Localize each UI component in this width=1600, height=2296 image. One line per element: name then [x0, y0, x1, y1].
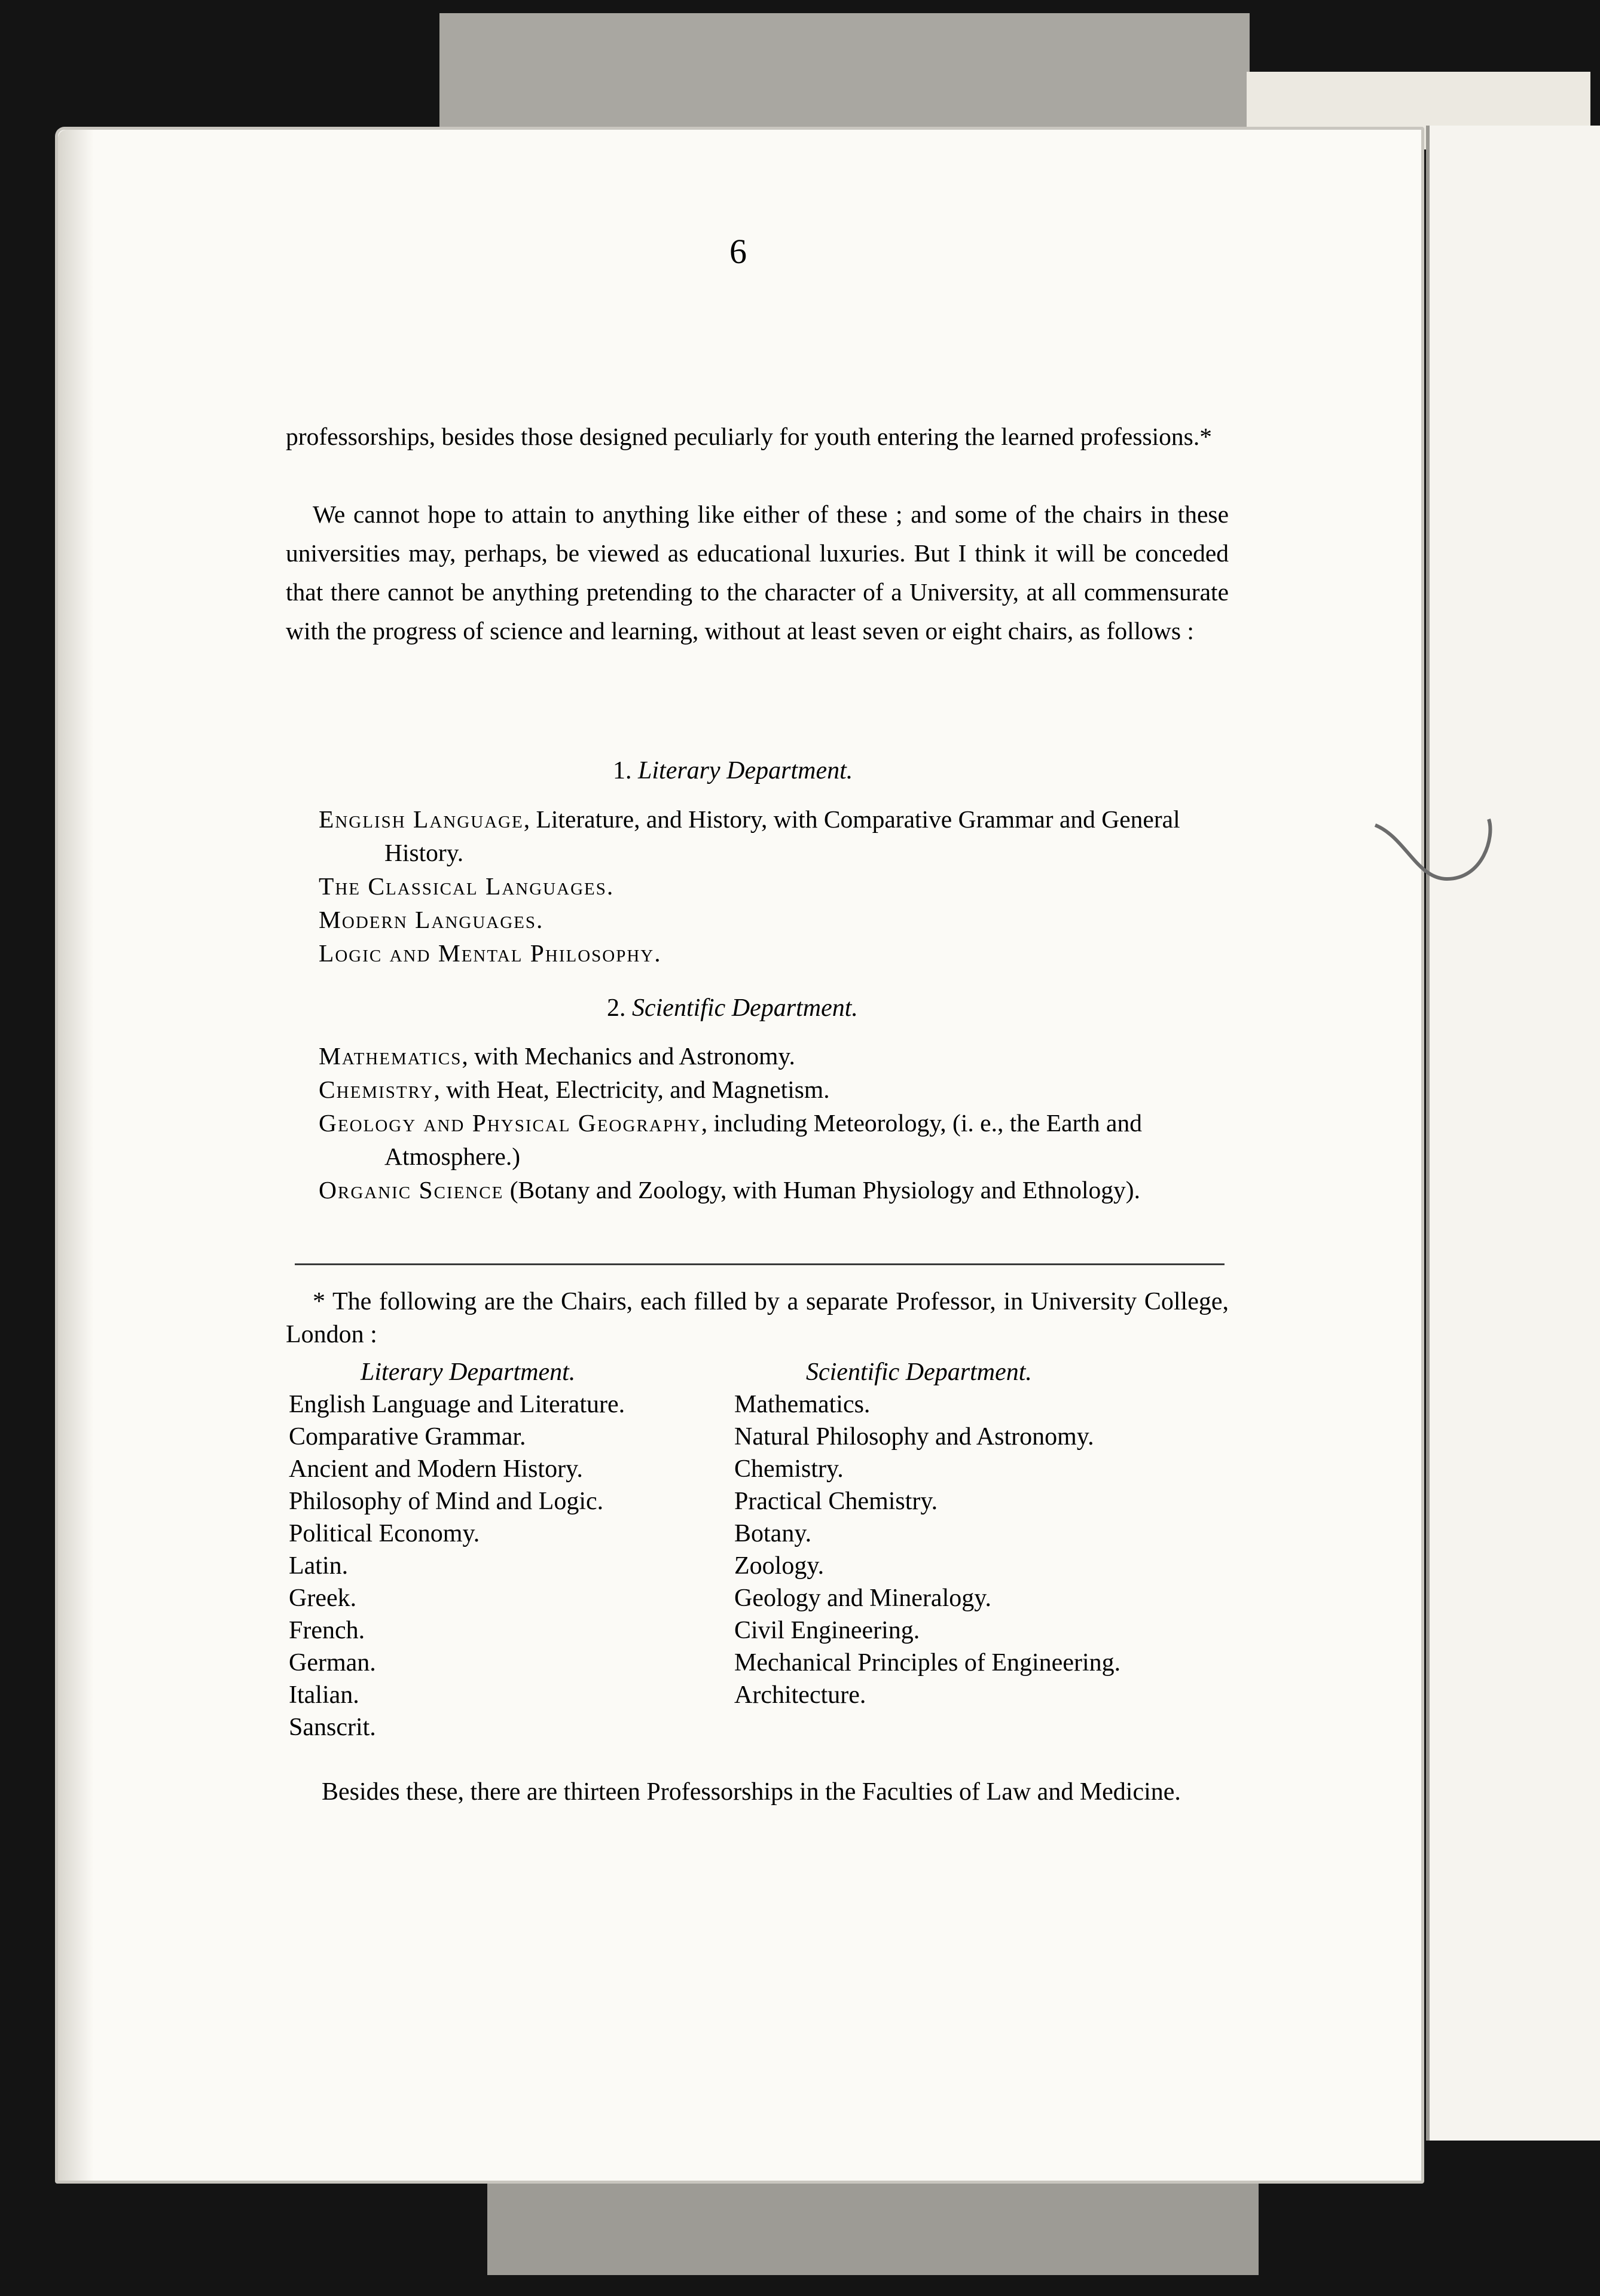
footnote-right-item: Practical Chemistry. — [734, 1488, 938, 1515]
literary-item: English Language, Literature, and History, with Comparative Grammar and General History. — [319, 805, 1180, 866]
footnote-right-column — [734, 1356, 1228, 1711]
page-edge-shadow — [58, 130, 94, 2181]
footnote-right-item: Civil Engineering. — [734, 1617, 920, 1644]
scan-top-strip — [439, 13, 1250, 133]
scientific-item: Mathematics, with Mechanics and Astronomy. — [319, 1042, 795, 1070]
footnote-left-item: Sanscrit. — [289, 1714, 376, 1741]
body-paragraph-1: professorships, besides those designed peculiarly for youth entering the learned professions.* — [286, 423, 1212, 450]
literary-heading-title: Literary Department. — [638, 757, 853, 784]
footnote-left-item: Comparative Grammar. — [289, 1423, 526, 1451]
page-number: 6 — [729, 232, 747, 271]
footnote-left-item: Italian. — [289, 1681, 359, 1709]
thread-mark — [1369, 801, 1519, 897]
literary-item: Logic and Mental Philosophy. — [319, 939, 661, 967]
footnote-right-item: Mathematics. — [734, 1391, 871, 1418]
footnote-left-item: Political Economy. — [289, 1520, 480, 1547]
scan-bottom-strip — [487, 2176, 1259, 2275]
footnote-right-item: Natural Philosophy and Astronomy. — [734, 1423, 1094, 1451]
scientific-item: Organic Science (Botany and Zoology, with Human Physiology and Ethnology). — [319, 1176, 1141, 1204]
scientific-item: Geology and Physical Geography, including Meteorology, (i. e., the Earth and Atmosphere.) — [319, 1109, 1142, 1170]
footnote-left-item: French. — [289, 1617, 365, 1644]
scientific-heading-number: 2. — [607, 994, 626, 1022]
footnote-right-item: Botany. — [734, 1520, 812, 1547]
scientific-heading — [607, 994, 858, 1022]
footnote-left-item: Ancient and Modern History. — [289, 1455, 583, 1483]
footnote-left-item: Philosophy of Mind and Logic. — [289, 1488, 604, 1515]
footnote-right-heading: Scientific Department. — [806, 1358, 1032, 1386]
literary-item: Modern Languages. — [319, 906, 543, 933]
footnote-left-column — [289, 1356, 737, 1744]
literary-heading-number: 1. — [613, 757, 632, 784]
footnote-left-heading: Literary Department. — [361, 1358, 576, 1386]
footnote-left-item: Greek. — [289, 1584, 357, 1612]
footnote-right-item: Zoology. — [734, 1552, 825, 1580]
scientific-list — [319, 1039, 1230, 1207]
footnote-left-item: German. — [289, 1649, 376, 1677]
footnote-intro: * The following are the Chairs, each filled by a separate Professor, in University College, London : — [286, 1288, 1229, 1348]
scientific-heading-title: Scientific Department. — [632, 994, 858, 1022]
footnote-right-item: Chemistry. — [734, 1455, 844, 1483]
literary-heading — [613, 756, 853, 785]
footnote-divider — [295, 1263, 1225, 1265]
body-paragraph-2: We cannot hope to attain to anything like either of these ; and some of the chairs in these universities may, perhaps, be viewed as educational luxuries. But I think it will be conceded that there cannot be anything pretending to the character of a University, at all commensurate with the progress of science and learning, without at least seven or eight chairs, as follows : — [286, 500, 1229, 645]
footnote-right-item: Architecture. — [734, 1681, 866, 1709]
footnote-right-item: Mechanical Principles of Engineering. — [734, 1649, 1121, 1677]
footnote-left-item: English Language and Literature. — [289, 1391, 625, 1418]
literary-item: The Classical Languages. — [319, 872, 613, 900]
adjacent-page-edge — [1426, 126, 1600, 2141]
literary-list — [319, 802, 1230, 970]
footnote-left-item: Latin. — [289, 1552, 349, 1580]
scientific-item: Chemistry, with Heat, Electricity, and Magnetism. — [319, 1076, 830, 1103]
footnote-closing: Besides these, there are thirteen Professorships in the Faculties of Law and Medicine. — [322, 1778, 1181, 1806]
footnote-right-item: Geology and Mineralogy. — [734, 1584, 992, 1612]
